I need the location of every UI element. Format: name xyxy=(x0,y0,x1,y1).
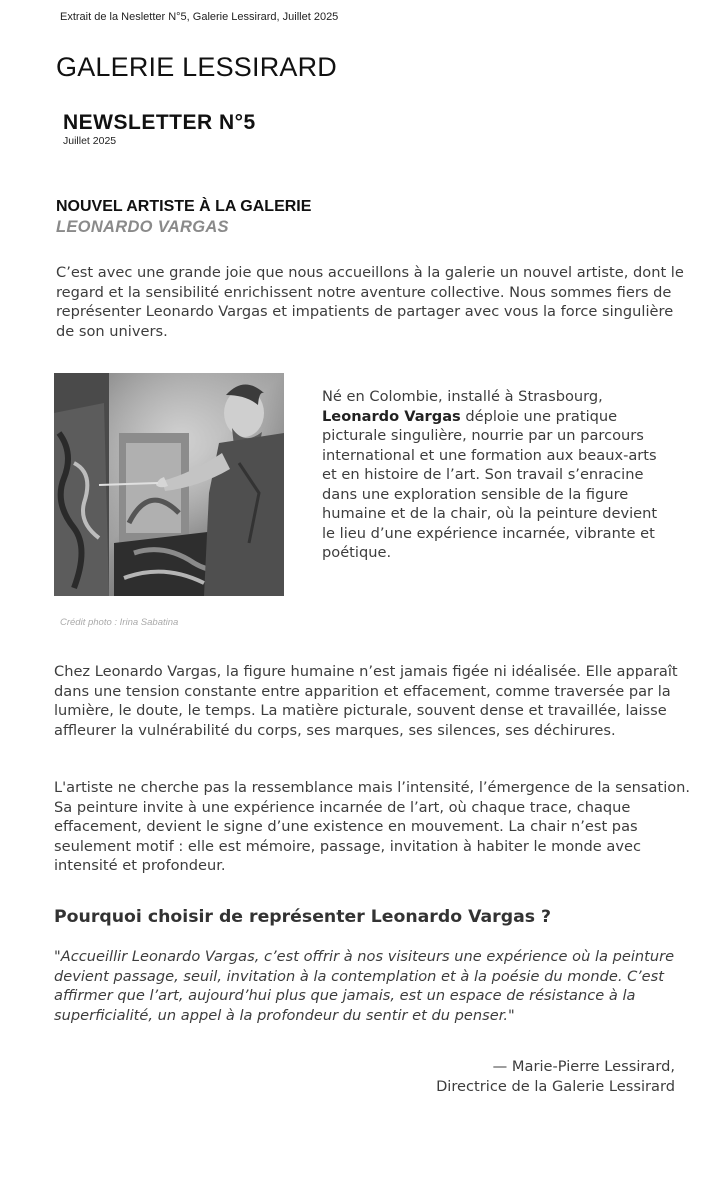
gallery-name: GALERIE LESSIRARD xyxy=(56,52,337,82)
newsletter-title: NEWSLETTER N°5 xyxy=(63,111,256,134)
extract-line: Extrait de la Nesletter N°5, Galerie Lessirard, Juillet 2025 xyxy=(60,11,339,23)
section-heading: NOUVEL ARTISTE À LA GALERIE xyxy=(56,198,312,215)
newsletter-date: Juillet 2025 xyxy=(63,135,117,147)
signature-name: — Marie-Pierre Lessirard, xyxy=(492,1058,675,1075)
artist-photo xyxy=(54,373,284,596)
bio-text-end: déploie une pratique picturale singulière, nourrie par un parcours international et une formation aux beaux-arts et en histoire de l’art. Son travail s’enracine dans une exploration sensible de la figure humaine et de la chair, où la peinture devient le lieu d’une expérience incarnée, vibrante et poétique. xyxy=(322,407,658,561)
why-heading: Pourquoi choisir de représenter Leonardo Vargas ? xyxy=(54,907,552,927)
bio-artist-name: Leonardo Vargas xyxy=(322,407,461,425)
paragraph-figure: Chez Leonardo Vargas, la figure humaine n’est jamais figée ni idéalisée. Elle apparaît dans une tension constante entre apparition et effacement, comme traversée par la lumière, le doute, le temps. La matière picturale, souvent dense et travaillée, laisse affleurer la vulnérabilité du corps, ses marques, ses silences, ses déchirures. xyxy=(54,663,678,739)
bio-text-start: Né en Colombie, installé à Strasbourg, xyxy=(322,388,603,405)
artist-name: LEONARDO VARGAS xyxy=(56,218,229,236)
artist-bio xyxy=(322,387,662,563)
photo-credit: Crédit photo : Irina Sabatina xyxy=(60,617,179,628)
signature xyxy=(380,1057,675,1097)
intro-paragraph: C’est avec une grande joie que nous accueillons à la galerie un nouvel artiste, dont le regard et la sensibilité enrichissent notre aventure collective. Nous sommes fiers de représenter Leonardo Vargas et impatients de partager avec vous la force singulière de son univers. xyxy=(56,264,684,340)
director-quote: "Accueillir Leonardo Vargas, c’est offrir à nos visiteurs une expérience où la peinture devient passage, seuil, invitation à la contemplation et à la poésie du monde. C’est affirmer que l’art, aujourd’hui plus que jamais, est un espace de résistance à la superficialité, un appel à la profondeur du sentir et du penser." xyxy=(54,948,675,1024)
signature-role: Directrice de la Galerie Lessirard xyxy=(436,1078,675,1095)
paragraph-intensity: L'artiste ne cherche pas la ressemblance mais l’intensité, l’émergence de la sensation. Sa peinture invite à une expérience incarnée de l’art, où chaque trace, chaque effacement, devient le signe d’une existence en mouvement. La chair n’est pas seulement motif : elle est mémoire, passage, invitation à habiter le monde avec intensité et profondeur. xyxy=(54,779,691,874)
